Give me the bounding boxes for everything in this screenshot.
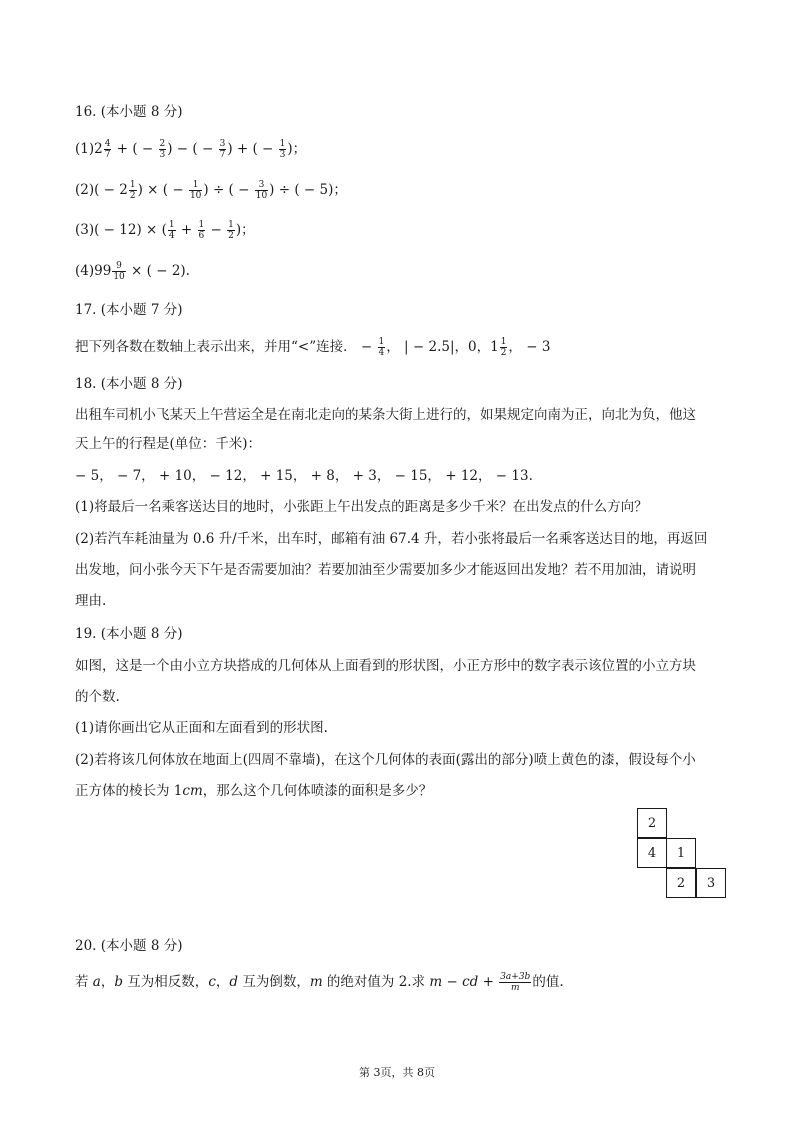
q16-part2: (2)( − 2 $\frac{1}{2}$ ) × ( − $\frac{1}{10}$ ) ÷ ( − $\frac{3}{10}$ ) ÷ ( − 5)； <box>75 180 347 201</box>
q18-part2-line2: 出发地，问小张今天下午是否需要加油？若要加油至少需要加多少才能返回出发地？若不用加油，请说明 <box>75 562 696 578</box>
q19-part2-line2: 正方体的棱长为 1cm，那么这个几何体喷漆的面积是多少？ <box>75 783 433 799</box>
fraction: $\frac{3}{10}$ <box>255 180 268 201</box>
q20-header: 20. (本小题 8 分) <box>75 938 183 954</box>
grid-cell: 2 <box>666 868 696 898</box>
q19-part2-line1: (2)若将该几何体放在地面上(四周不靠墙)，在这个几何体的表面(露出的部分)喷上黄色的漆，假设每个小 <box>75 752 696 768</box>
grid-cell: 4 <box>637 838 667 868</box>
q16-header: 16. (本小题 8 分) <box>75 104 183 120</box>
q18-line1: 出租车司机小飞某天上午营运全是在南北走向的某条大街上进行的，如果规定向南为正，向北为负，他这 <box>75 407 696 423</box>
fraction: $\frac{1}{10}$ <box>189 180 202 201</box>
q18-part2-line3: 理由. <box>75 593 107 609</box>
q19-part1: (1)请你画出它从正面和左面看到的形状图. <box>75 720 328 736</box>
fraction: $\frac{3a+3b}{m}$ <box>500 972 531 993</box>
page-footer: 第 3页，共 8页 <box>359 1066 435 1079</box>
fraction: $\frac{1}{4}$ <box>168 220 175 241</box>
q17-text: 把下列各数在数轴上表示出来，并用“<”连接． − $\frac{1}{4}$ ， | − 2.5|，0，1 $\frac{1}{2}$ ， − 3 <box>75 337 551 358</box>
q16-part1: (1)2 $\frac{4}{7}$ + ( − $\frac{2}{3}$ ) − ( − $\frac{3}{7}$ ) + ( − $\frac{1}{3}$ )； <box>75 139 307 160</box>
fraction: $\frac{1}{4}$ <box>378 337 385 358</box>
q17-header: 17. (本小题 7 分) <box>75 302 183 318</box>
fraction: $\frac{3}{7}$ <box>219 139 226 160</box>
grid-cell: 2 <box>637 808 667 838</box>
q19-line2: 的个数. <box>75 689 120 705</box>
q16-part4: (4)99 $\frac{9}{10}$ × ( − 2). <box>75 261 190 282</box>
grid-cell: 3 <box>696 868 726 898</box>
fraction: $\frac{2}{3}$ <box>159 139 166 160</box>
q18-part2-line1: (2)若汽车耗油量为 0.6 升/千米，出车时，邮箱有油 67.4 升，若小张将最后一名乘客送达目的地，再返回 <box>75 531 708 547</box>
fraction: $\frac{1}{3}$ <box>279 139 286 160</box>
q18-itinerary: − 5， − 7， + 10， − 12， + 15， + 8， + 3， − 15， + 12， − 13. <box>75 468 533 484</box>
fraction: $\frac{9}{10}$ <box>113 261 125 282</box>
fraction: $\frac{1}{6}$ <box>198 220 205 241</box>
fraction: $\frac{4}{7}$ <box>104 139 111 160</box>
q19-header: 19. (本小题 8 分) <box>75 626 183 642</box>
q18-header: 18. (本小题 8 分) <box>75 376 183 392</box>
q19-line1: 如图，这是一个由小立方块搭成的几何体从上面看到的形状图，小正方形中的数字表示该位置的小立方块 <box>75 658 696 674</box>
q18-part1: (1)将最后一名乘客送达目的地时，小张距上午出发点的距离是多少千米？在出发点的什么方向？ <box>75 499 648 515</box>
grid-cell: 1 <box>666 838 696 868</box>
q20-text: 若 a，b 互为相反数，c，d 互为倒数，m 的绝对值为 2.求 m − cd + $\frac{3a+3b}{m}$ 的值. <box>75 972 564 993</box>
fraction: $\frac{1}{2}$ <box>228 220 234 241</box>
fraction: $\frac{1}{2}$ <box>129 180 136 201</box>
fraction: $\frac{1}{2}$ <box>500 337 507 358</box>
q18-line2: 天上午的行程是(单位：千米)： <box>75 436 262 452</box>
q16-part3: (3)( − 12) × ( $\frac{1}{4}$ + $\frac{1}{6}$ − $\frac{1}{2}$ )； <box>75 220 255 241</box>
